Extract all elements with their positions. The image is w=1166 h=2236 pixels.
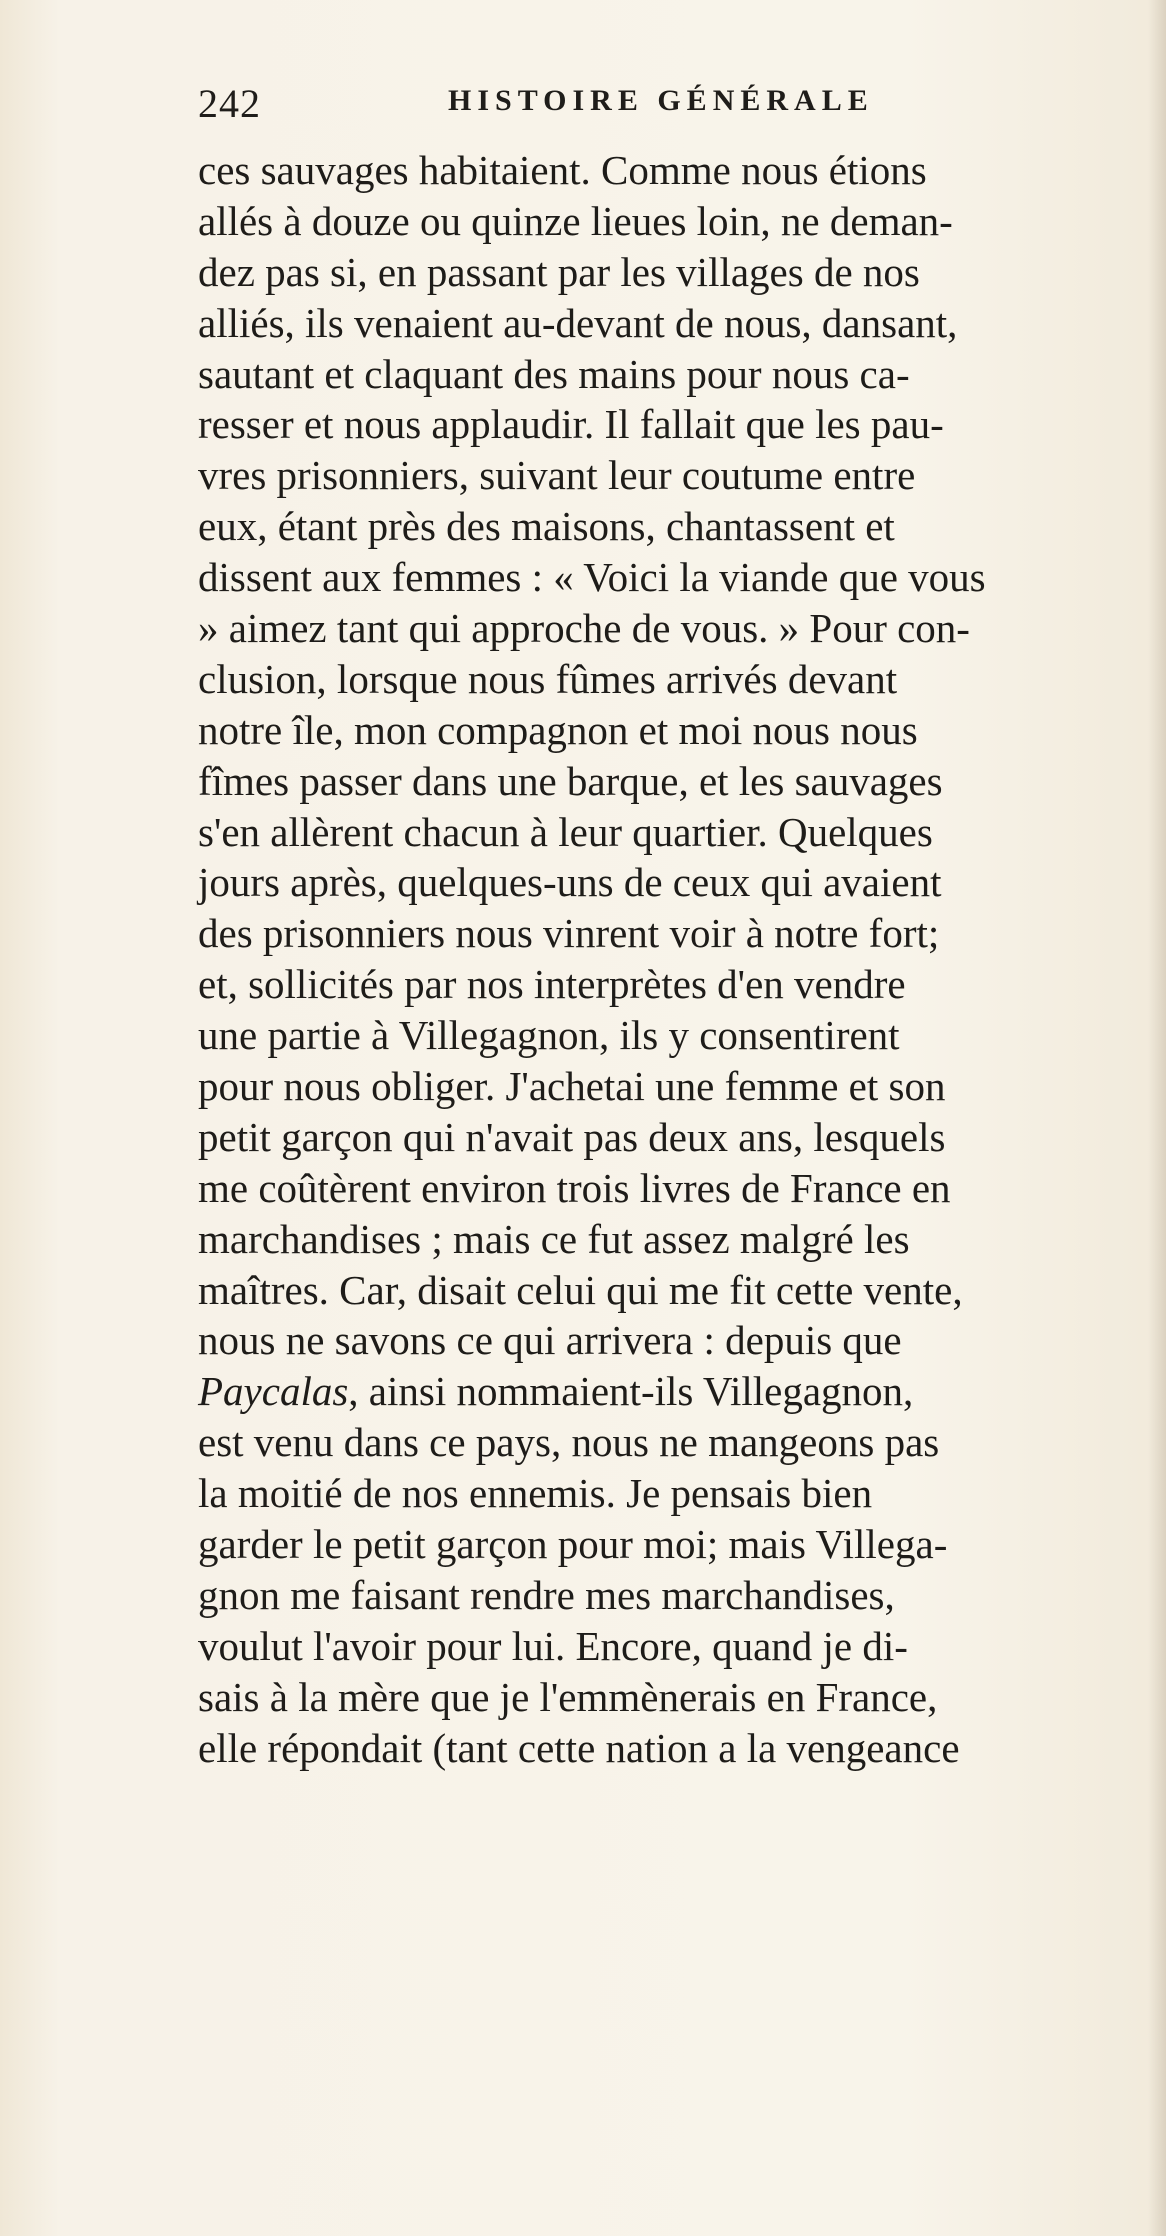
text-line: voulut l'avoir pour lui. Encore, quand je di- <box>198 1622 908 1669</box>
text-line: est venu dans ce pays, nous ne mangeons pas <box>198 1419 940 1466</box>
text-line: resser et nous applaudir. Il fallait que les pau- <box>198 401 944 448</box>
text-line: marchandises ; mais ce fut assez malgré les <box>198 1215 910 1262</box>
text-line-with-italic <box>198 1366 1163 1417</box>
text-line: des prisonniers nous vinrent voir à notre fort; <box>198 910 940 957</box>
text-line: vres prisonniers, suivant leur coutume entre <box>198 452 916 499</box>
page-number: 242 <box>198 81 261 126</box>
text-line: maîtres. Car, disait celui qui me fit cette vente, <box>198 1266 963 1313</box>
text-line: me coûtèrent environ trois livres de France en <box>198 1164 951 1211</box>
text-line: dez pas si, en passant par les villages de nos <box>198 248 920 295</box>
running-title: HISTOIRE GÉNÉRALE <box>448 84 874 117</box>
text-line: sautant et claquant des mains pour nous ca- <box>198 350 910 397</box>
text-line: une partie à Villegagnon, ils y consentirent <box>198 1012 900 1059</box>
text-line: clusion, lorsque nous fûmes arrivés devant <box>198 655 898 702</box>
text-line-rest: , ainsi nommaient-ils Villegagnon, <box>348 1368 914 1415</box>
text-line: notre île, mon compagnon et moi nous nous <box>198 706 918 753</box>
text-line: fîmes passer dans une barque, et les sauvages <box>198 757 943 804</box>
text-line: gnon me faisant rendre mes marchandises, <box>198 1571 895 1618</box>
text-line: et, sollicités par nos interprètes d'en vendre <box>198 961 906 1008</box>
running-head <box>198 80 988 132</box>
text-line: ces sauvages habitaient. Comme nous étions <box>198 147 927 193</box>
text-line: la moitié de nos ennemis. Je pensais bien <box>198 1470 873 1517</box>
body-text <box>198 145 1163 1774</box>
italic-name-paycalas: Paycalas <box>198 1368 349 1415</box>
text-line: jours après, quelques-uns de ceux qui avaient <box>198 859 942 906</box>
text-line: sais à la mère que je l'emmènerais en France, <box>198 1673 938 1720</box>
text-line: eux, étant près des maisons, chantassent et <box>198 503 895 550</box>
text-line: » aimez tant qui approche de vous. » Pour con- <box>198 605 970 652</box>
text-line: s'en allèrent chacun à leur quartier. Quelques <box>198 808 933 855</box>
text-line: alliés, ils venaient au-devant de nous, dansant, <box>198 299 958 346</box>
text-line: garder le petit garçon pour moi; mais Villega- <box>198 1521 948 1568</box>
text-line: nous ne savons ce qui arrivera : depuis que <box>198 1317 902 1364</box>
text-line: allés à douze ou quinze lieues loin, ne deman- <box>198 197 953 244</box>
text-line: dissent aux femmes : « Voici la viande que vous <box>198 554 986 601</box>
text-line: pour nous obliger. J'achetai une femme et son <box>198 1063 946 1110</box>
text-line: petit garçon qui n'avait pas deux ans, lesquels <box>198 1113 946 1160</box>
text-line: elle répondait (tant cette nation a la vengeance <box>198 1724 960 1771</box>
